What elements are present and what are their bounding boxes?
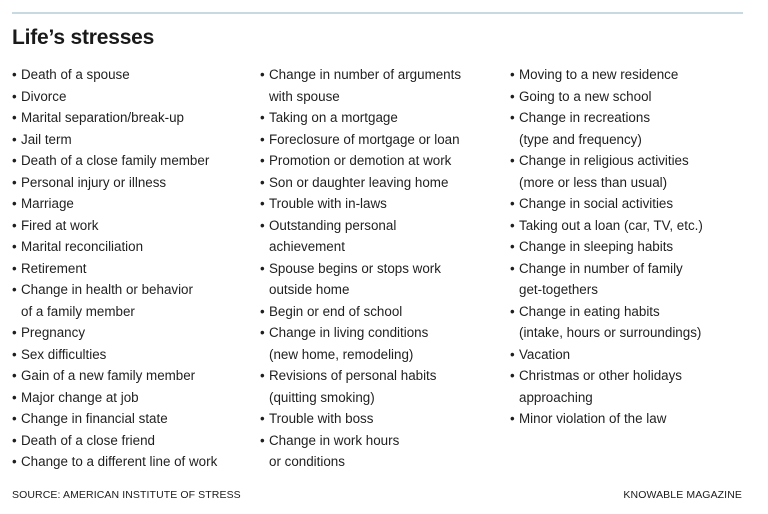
list-item [510,258,760,301]
bullet-icon: • [510,217,515,233]
list-item-text: (intake, hours or surroundings) [519,325,702,340]
list-item [12,365,258,387]
list-item-text: Change in recreations [519,110,651,125]
bullet-icon: • [510,411,515,426]
bullet-icon: • [510,239,515,254]
bullet-icon: • [12,368,17,383]
bullet-icon: • [510,368,515,383]
list-item-text: Taking out a loan (car, TV, etc.) [519,217,703,233]
list-item [12,150,258,172]
list-item-text: Change in sleeping habits [519,239,674,254]
bullet-icon: • [12,67,17,82]
bullet-icon: • [260,432,265,448]
bullet-icon: • [260,174,265,190]
bullet-icon: • [12,389,17,405]
list-item-text: Pregnancy [21,325,86,340]
list-item-text: Gain of a new family member [21,368,196,383]
list-item-text: Spouse begins or stops work [269,260,441,276]
bullet-icon: • [510,346,515,362]
list-item-text: Change in number of arguments [269,67,462,82]
list-item [260,322,506,365]
list-item-text: of a family member [21,303,135,319]
list-item [12,451,258,473]
list-item-text: Fired at work [21,217,99,233]
bullet-icon: • [510,196,515,211]
bullet-icon: • [12,131,17,147]
list-item [260,408,506,430]
bullet-icon: • [260,110,265,125]
list-item-text: approaching [519,389,593,405]
bullet-icon: • [510,303,515,319]
list-item-text: Trouble with boss [269,411,374,426]
bullet-icon: • [510,153,515,168]
list-item-text: (quitting smoking) [269,389,375,405]
list-item [510,236,760,258]
bullet-icon: • [260,131,265,147]
bullet-icon: • [12,282,17,297]
list-item-text: Marriage [21,196,74,211]
list-item [12,193,258,215]
list-item-text: Promotion or demotion at work [269,153,452,168]
bullet-icon: • [260,368,265,383]
stress-list-column-3 [510,64,760,430]
list-item [260,430,506,473]
bullet-icon: • [12,88,17,104]
list-item [12,86,258,108]
bullet-icon: • [510,67,515,82]
bullet-icon: • [12,325,17,340]
list-item-text: or conditions [269,454,345,469]
bullet-icon: • [12,411,17,426]
list-item [12,107,258,129]
bullet-icon: • [260,303,265,319]
bullet-icon: • [510,88,515,104]
bullet-icon: • [260,325,265,340]
source-credit: SOURCE: AMERICAN INSTITUTE OF STRESS [12,489,241,501]
list-item-text: Marital reconciliation [21,239,144,254]
bullet-icon: • [12,260,17,276]
list-item-text: Foreclosure of mortgage or loan [269,131,460,147]
list-item-text: Personal injury or illness [21,174,167,190]
list-item-text: Change in living conditions [269,325,429,340]
list-item [12,236,258,258]
list-item [510,86,760,108]
stress-list-column-1 [12,64,258,473]
list-item-text: achievement [269,239,345,254]
page-title: Life’s stresses [12,26,155,49]
bullet-icon: • [260,411,265,426]
bullet-icon: • [12,110,17,125]
bullet-icon: • [510,260,515,276]
list-item-text: Begin or end of school [269,303,403,319]
list-item-text: Moving to a new residence [519,67,679,82]
list-item [12,344,258,366]
list-item [12,387,258,409]
list-item [510,150,760,193]
list-item-text: Change in financial state [21,411,168,426]
list-item-text: Change in health or behavior [21,282,193,297]
list-item-text: (more or less than usual) [519,174,668,190]
list-item-text: outside home [269,282,350,297]
bullet-icon: • [260,67,265,82]
publisher-credit: KNOWABLE MAGAZINE [623,489,742,501]
list-item-text: Death of a close family member [21,153,210,168]
bullet-icon: • [260,153,265,168]
list-item-text: (new home, remodeling) [269,346,414,362]
list-item-text: Retirement [21,260,87,276]
list-item [12,64,258,86]
bullet-icon: • [260,260,265,276]
list-item-text: Taking on a mortgage [269,110,398,125]
list-item [260,193,506,215]
list-item-text: Vacation [519,346,571,362]
bullet-icon: • [12,346,17,362]
list-item-text: Change in religious activities [519,153,689,168]
list-item [12,279,258,322]
list-item [260,107,506,129]
list-item-text: Death of a spouse [21,67,130,82]
list-item [260,215,506,258]
bullet-icon: • [12,196,17,211]
list-item [12,215,258,237]
top-divider [12,12,743,14]
list-item [12,408,258,430]
bullet-icon: • [12,454,17,469]
list-item [260,365,506,408]
list-item-text: Jail term [21,131,72,147]
list-item [510,344,760,366]
list-item-text: get-togethers [519,282,598,297]
list-item [12,322,258,344]
bullet-icon: • [12,174,17,190]
list-item-text: Son or daughter leaving home [269,174,449,190]
list-item [260,172,506,194]
list-item [260,258,506,301]
list-item-text: Christmas or other holidays [519,368,682,383]
list-item-text: Divorce [21,88,67,104]
list-item [510,107,760,150]
list-item-text: Change in eating habits [519,303,660,319]
list-item [260,150,506,172]
bullet-icon: • [260,196,265,211]
list-item-text: Major change at job [21,389,139,405]
list-item-text: Death of a close friend [21,432,155,448]
list-item-text: Minor violation of the law [519,411,667,426]
list-item-text: Sex difficulties [21,346,107,362]
list-item [12,430,258,452]
list-item [510,301,760,344]
list-item-text: with spouse [269,88,340,104]
list-item-text: Change to a different line of work [21,454,218,469]
list-item-text: (type and frequency) [519,131,642,147]
list-item [510,215,760,237]
list-item-text: Outstanding personal [269,217,397,233]
bullet-icon: • [260,217,265,233]
bullet-icon: • [12,239,17,254]
list-item-text: Change in number of family [519,260,683,276]
stress-list-column-2 [260,64,506,473]
list-item-text: Marital separation/break-up [21,110,185,125]
list-item [12,129,258,151]
list-item [12,258,258,280]
list-item [260,129,506,151]
list-item-text: Trouble with in-laws [269,196,387,211]
list-item [510,408,760,430]
bullet-icon: • [12,432,17,448]
bullet-icon: • [510,110,515,125]
list-item [510,64,760,86]
list-item-text: Change in work hours [269,432,400,448]
list-item [510,193,760,215]
list-item-text: Change in social activities [519,196,674,211]
list-item [260,301,506,323]
list-item-text: Revisions of personal habits [269,368,437,383]
list-item [12,172,258,194]
list-item [510,365,760,408]
bullet-icon: • [12,217,17,233]
bullet-icon: • [12,153,17,168]
list-item [260,64,506,107]
list-item-text: Going to a new school [519,88,652,104]
